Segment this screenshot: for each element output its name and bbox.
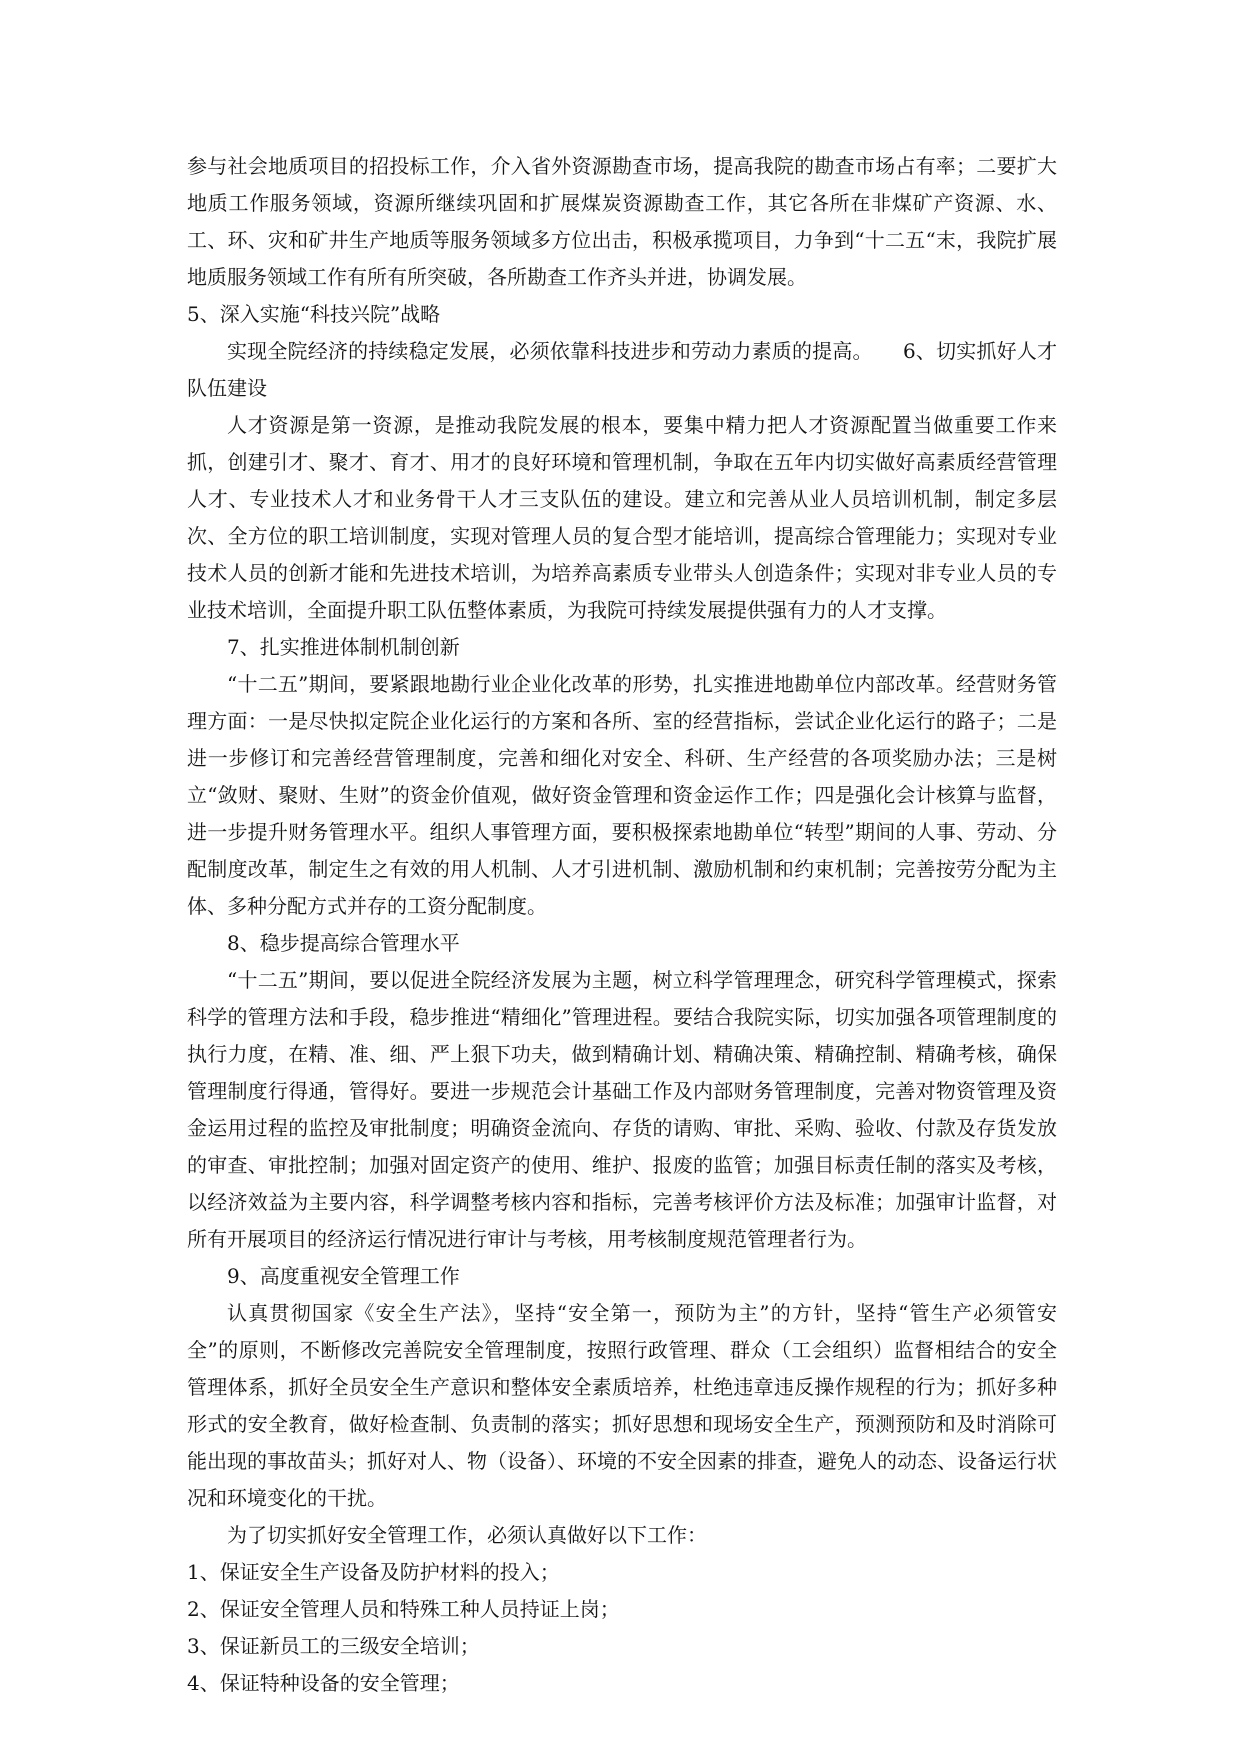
paragraph-safety-tasks-intro: 为了切实抓好安全管理工作，必须认真做好以下工作： [227, 1523, 707, 1547]
paragraph-market-expansion: 参与社会地质项目的招投标工作，介入省外资源勘查市场，提高我院的勘查市场占有率；二要扩大地质工作服务领域，资源所继续巩固和扩展煤炭资源勘查工作，其它各所在非煤矿产资源、水、工、环、灾和矿井生产地质等服务领域多方位出击，积极承揽项目，力争到“十二五“末，我院扩展地质服务领域工作有所有所突破，各所勘查工作齐头并进，协调发展。 [187, 154, 1057, 289]
paragraph-talent-resources: 人才资源是第一资源，是推动我院发展的根本，要集中精力把人才资源配置当做重要工作来抓，创建引才、聚才、育才、用才的良好环境和管理机制，争取在五年内切实做好高素质经营管理人才、专业技术人才和业务骨干人才三支队伍的建设。建立和完善从业人员培训机制，制定多层次、全方位的职工培训制度，实现对管理人员的复合型才能培训，提高综合管理能力；实现对专业技术人员的创新才能和先进技术培训，为培养高素质专业带头人创造条件；实现对非专业人员的专业技术培训，全面提升职工队伍整体素质，为我院可持续发展提供强有力的人才支撑。 [187, 413, 1057, 622]
paragraph-system-innovation: “十二五”期间，要紧跟地勘行业企业化改革的形势，扎实推进地勘单位内部改革。经营财务管理方面：一是尽快拟定院企业化运行的方案和各所、室的经营指标，尝试企业化运行的路子；二是进一步修订和完善经营管理制度，完善和细化对安全、科研、生产经营的各项奖励办法；三是树立“敛财、聚财、生财”的资金价值观，做好资金管理和资金运作工作；四是强化会计核算与监督，进一步提升财务管理水平。组织人事管理方面，要积极探索地勘单位“转型”期间的人事、劳动、分配制度改革，制定生之有效的用人机制、人才引进机制、激励机制和约束机制；完善按劳分配为主体、多种分配方式并存的工资分配制度。 [187, 672, 1057, 918]
heading-system-innovation: 7、扎实推进体制机制创新 [227, 635, 460, 659]
list-item: 3、保证新员工的三级安全培训； [187, 1634, 480, 1658]
paragraph-tech-and-talent-heading: 实现全院经济的持续稳定发展，必须依靠科技进步和劳动力素质的提高。 6、切实抓好人才队伍建设 [187, 339, 1057, 400]
document-body [187, 148, 1057, 1702]
list-item: 1、保证安全生产设备及防护材料的投入； [187, 1560, 560, 1584]
heading-tech-strategy: 5、深入实施“科技兴院”战略 [187, 302, 441, 326]
list-item: 2、保证安全管理人员和特殊工种人员持证上岗； [187, 1597, 620, 1621]
heading-safety-management: 9、高度重视安全管理工作 [227, 1264, 460, 1288]
paragraph-safety-management: 认真贯彻国家《安全生产法》，坚持“安全第一，预防为主”的方针，坚持“管生产必须管安全”的原则，不断修改完善院安全管理制度，按照行政管理、群众（工会组织）监督相结合的安全管理体系，抓好全员安全生产意识和整体安全素质培养，杜绝违章违反操作规程的行为；抓好多种形式的安全教育，做好检查制、负责制的落实；抓好思想和现场安全生产，预测预防和及时消除可能出现的事故苗头；抓好对人、物（设备）、环境的不安全因素的排查，避免人的动态、设备运行状况和环境变化的干扰。 [187, 1301, 1057, 1510]
list-item: 4、保证特种设备的安全管理； [187, 1671, 460, 1695]
paragraph-management-level: “十二五”期间，要以促进全院经济发展为主题，树立科学管理理念，研究科学管理模式，探索科学的管理方法和手段，稳步推进“精细化”管理进程。要结合我院实际，切实加强各项管理制度的执行力度，在精、准、细、严上狠下功夫，做到精确计划、精确决策、精确控制、精确考核，确保管理制度行得通，管得好。要进一步规范会计基础工作及内部财务管理制度，完善对物资管理及资金运用过程的监控及审批制度；明确资金流向、存货的请购、审批、采购、验收、付款及存货发放的审查、审批控制；加强对固定资产的使用、维护、报废的监管；加强目标责任制的落实及考核，以经济效益为主要内容，科学调整考核内容和指标，完善考核评价方法及标准；加强审计监督，对所有开展项目的经济运行情况进行审计与考核，用考核制度规范管理者行为。 [187, 968, 1057, 1251]
heading-management-level: 8、稳步提高综合管理水平 [227, 931, 460, 955]
